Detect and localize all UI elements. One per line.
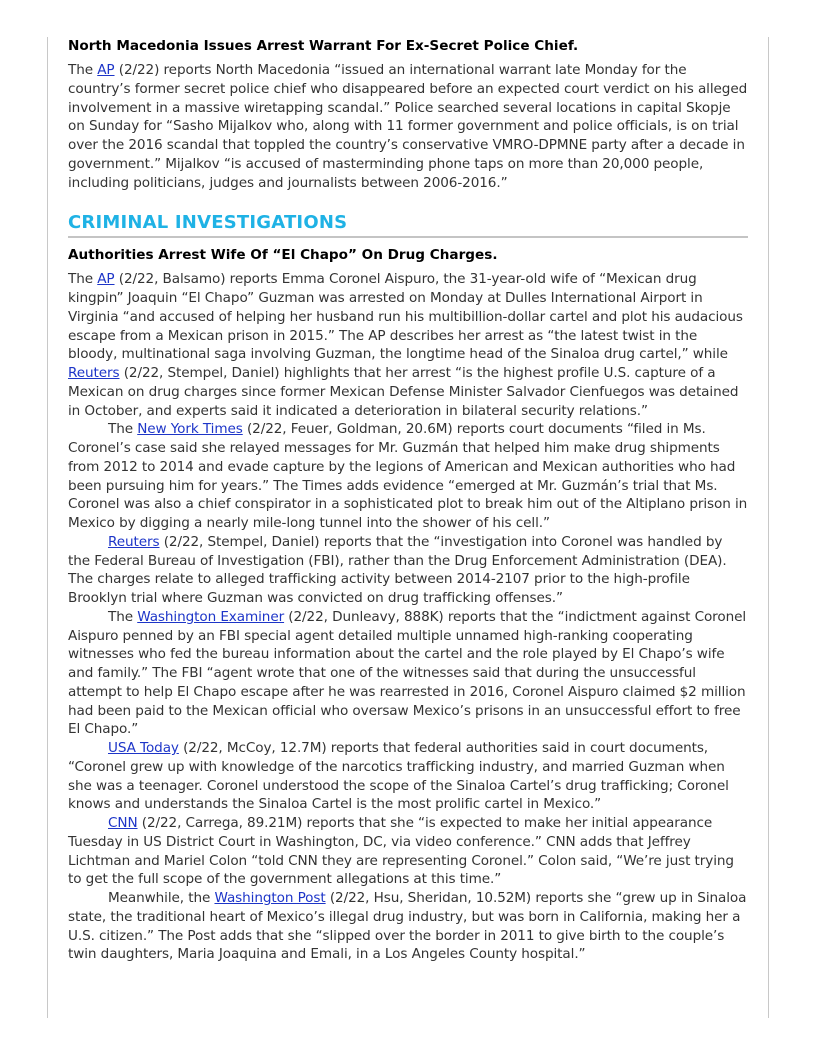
source-link-cnn[interactable]: CNN — [108, 815, 138, 831]
story-title: Authorities Arrest Wife Of “El Chapo” On Drug Charges. — [68, 247, 498, 264]
text-segment: The — [108, 421, 138, 438]
text-segment: (2/22, Stempel, Daniel) highlights that her arrest “is the highest profile U.S. capture of a Mexican on drug charges since former Mexican Defense Minister Salvador Cienfuegos was detained in October, and experts said it indicated a deterioration in bilateral security relations.” — [68, 365, 739, 419]
source-link-reuters[interactable]: Reuters — [108, 533, 160, 550]
text-segment: (2/22, Hsu, Sheridan, 10.52M) reports she “grew up in Sinaloa state, the traditional heart of Mexico’s illegal drug industry, but was born in California, making her a U.S. citizen.” The Post adds that she “slipped over the border in 2011 to give birth to the couple’s twin daughters, Maria Joaquina and Emali, in a Los Angeles County hospital.” — [68, 890, 747, 963]
text-segment: (2/22, Balsamo) reports Emma Coronel Aispuro, the 31-year-old wife of “Mexican drug kingpin” Joaquin “El Chapo” Guzman was arrested on Monday at Dulles International Airport in Virginia “and accused of helping her husband run his multibillion-dollar cartel and plot his audacious escape from a Mexican prison in 2015.” The AP describes her arrest as “the latest twist in the bloody, multinational saga involving Guzman, the longtime head of the Sinaloa drug cartel,” while — [68, 271, 743, 363]
story-paragraph — [68, 420, 748, 533]
story-paragraph — [68, 608, 748, 739]
story-paragraph — [68, 814, 748, 889]
story-paragraph — [68, 533, 748, 608]
source-link-usa-today[interactable]: USA Today — [108, 740, 179, 756]
section-heading-criminal-investigations: CRIMINAL INVESTIGATIONS — [68, 211, 748, 238]
document-body — [68, 37, 748, 964]
text-segment: The — [108, 608, 138, 625]
source-link-ap[interactable]: AP — [97, 62, 115, 78]
text-segment: (2/22, McCoy, 12.7M) reports that federal authorities said in court documents, “Coronel grew up with knowledge of the narcotics trafficking industry, and married Guzman when she was a teenager. Coronel understood the scope of the Sinaloa Cartel’s drug trafficking; Coronel knows and understands the Sinaloa Cartel is the most prolific cartel in Mexico.” — [68, 740, 729, 813]
source-link-new-york-times[interactable]: New York Times — [137, 421, 243, 438]
story-paragraph — [68, 739, 748, 814]
story-el-chapo-wife — [68, 246, 748, 964]
source-link-ap[interactable]: AP — [97, 271, 115, 288]
text-segment: (2/22) reports North Macedonia “issued an international warrant late Monday for the country’s former secret police chief who disappeared before an expected court verdict on his alleged involvement in a massive wiretapping scandal.” Police searched several locations in capital Skopje on Sunday for “Sasho Mijalkov who, along with 11 former government and police officials, is on trial over the 2016 scandal that toppled the country’s conservative VMRO-DPMNE party after a decade in government.” Mijalkov “is accused of masterminding phone taps on more than 20,000 people, including politicians, judges and journalists between 2006-2016.” — [68, 62, 748, 191]
text-segment: (2/22, Feuer, Goldman, 20.6M) reports court documents “filed in Ms. Coronel’s case said she relayed messages for Mr. Guzmán that helped him make drug shipments from 2012 to 2014 and evade capture by the legions of American and Mexican authorities who had been pursuing him for years.” The Times adds evidence “emerged at Mr. Guzmán’s trial that Ms. Coronel was also a chief conspirator in a sophisticated plot to break him out of the Altiplano prison in Mexico by digging a nearly mile-long tunnel into the shower of his cell.” — [68, 421, 748, 531]
story-title: North Macedonia Issues Arrest Warrant For Ex-Secret Police Chief. — [68, 38, 579, 54]
story-paragraph — [68, 889, 748, 964]
story-paragraph — [68, 61, 748, 192]
text-segment: (2/22, Stempel, Daniel) reports that the “investigation into Coronel was handled by the Federal Bureau of Investigation (FBI), rather than the Drug Enforcement Administration (DEA). The charges relate to alleged trafficking activity between 2014-2107 prior to the high-profile Brooklyn trial where Guzman was convicted on drug trafficking offenses.” — [68, 533, 727, 606]
text-segment: The — [68, 62, 98, 78]
story-paragraph — [68, 270, 748, 420]
source-link-washington-examiner[interactable]: Washington Examiner — [137, 608, 285, 625]
text-segment: Meanwhile, the — [108, 890, 215, 906]
text-segment: (2/22, Dunleavy, 888K) reports that the “indictment against Coronel Aispuro penned by an FBI special agent detailed multiple unnamed high-ranking cooperating witnesses who fed the bureau information about the cartel and the role played by El Chapo’s wife and family.” The FBI “agent wrote that one of the witnesses said that during the unsuccessful attempt to help El Chapo escape after he was rearrested in 2016, Coronel Aispuro claimed $2 million had been paid to the Mexican official who oversaw Mexico’s prisons in an unsuccessful effort to free El Chapo.” — [68, 608, 747, 738]
source-link-reuters[interactable]: Reuters — [68, 365, 120, 381]
text-segment: (2/22, Carrega, 89.21M) reports that she “is expected to make her initial appearance Tuesday in US District Court in Washington, DC, via video conference.” CNN adds that Jeffrey Lichtman and Mariel Colon “told CNN they are representing Coronel.” Colon said, “We’re just trying to get the full scope of the government allegations at this time.” — [68, 815, 734, 888]
source-link-washington-post[interactable]: Washington Post — [214, 890, 326, 906]
story-north-macedonia — [68, 37, 748, 192]
text-segment: The — [68, 271, 98, 288]
